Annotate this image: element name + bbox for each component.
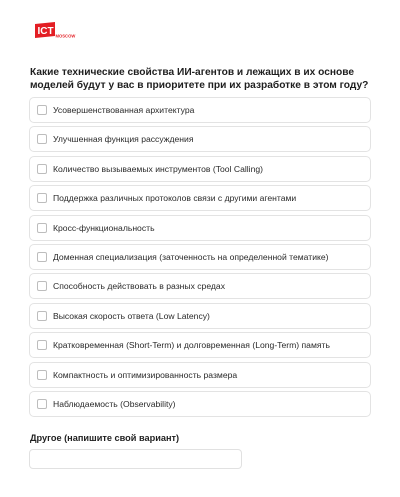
option-label: Поддержка различных протоколов связи с другими агентами bbox=[53, 193, 297, 204]
option-compactness[interactable] bbox=[29, 362, 371, 388]
options-list bbox=[29, 97, 371, 420]
checkbox-empty-icon[interactable] bbox=[37, 311, 47, 321]
option-label: Кратковременная (Short-Term) и долговременная (Long-Term) память bbox=[53, 340, 330, 351]
option-observability[interactable] bbox=[29, 391, 371, 417]
question-text: Какие технические свойства ИИ-агентов и лежащих в их основе моделей будут у вас в приоритете при их разработке в этом году? bbox=[30, 67, 369, 91]
checkbox-empty-icon[interactable] bbox=[37, 370, 47, 380]
other-label: Другое (напишите свой вариант) bbox=[30, 433, 180, 443]
checkbox-empty-icon[interactable] bbox=[37, 223, 47, 233]
logo-text: ICT bbox=[37, 26, 54, 37]
checkbox-empty-icon[interactable] bbox=[37, 105, 47, 115]
option-label: Доменная специализация (заточенность на определенной тематике) bbox=[53, 251, 329, 262]
option-improved-reasoning[interactable] bbox=[29, 126, 371, 152]
checkbox-empty-icon[interactable] bbox=[37, 134, 47, 144]
option-label: Наблюдаемость (Observability) bbox=[53, 398, 176, 409]
checkbox-empty-icon[interactable] bbox=[37, 252, 47, 262]
option-low-latency[interactable] bbox=[29, 303, 371, 329]
checkbox-empty-icon[interactable] bbox=[37, 164, 47, 174]
option-cross-functionality[interactable] bbox=[29, 215, 371, 241]
option-label: Количество вызываемых инструментов (Tool Calling) bbox=[53, 163, 264, 174]
other-input[interactable] bbox=[29, 449, 242, 469]
option-agent-protocols[interactable] bbox=[29, 185, 371, 211]
option-tool-calling[interactable] bbox=[29, 156, 371, 182]
option-domain-specialization[interactable] bbox=[29, 244, 371, 270]
logo-subtext: MOSCOW bbox=[55, 33, 76, 39]
checkbox-empty-icon[interactable] bbox=[37, 193, 47, 203]
option-label: Компактность и оптимизированность размера bbox=[53, 369, 238, 380]
option-multi-environment[interactable] bbox=[29, 273, 371, 299]
ict-moscow-logo bbox=[33, 18, 77, 44]
option-label: Улучшенная функция рассуждения bbox=[53, 134, 194, 145]
option-memory[interactable] bbox=[29, 332, 371, 358]
option-label: Усовершенствованная архитектура bbox=[53, 105, 195, 115]
option-label: Кросс-функциональность bbox=[53, 222, 155, 233]
checkbox-empty-icon[interactable] bbox=[37, 281, 47, 291]
option-advanced-architecture[interactable] bbox=[29, 97, 371, 123]
ict-moscow-logo-icon bbox=[33, 18, 77, 44]
checkbox-empty-icon[interactable] bbox=[37, 399, 47, 409]
option-label: Высокая скорость ответа (Low Latency) bbox=[53, 310, 210, 321]
checkbox-empty-icon[interactable] bbox=[37, 340, 47, 350]
option-label: Способность действовать в разных средах bbox=[53, 281, 226, 292]
